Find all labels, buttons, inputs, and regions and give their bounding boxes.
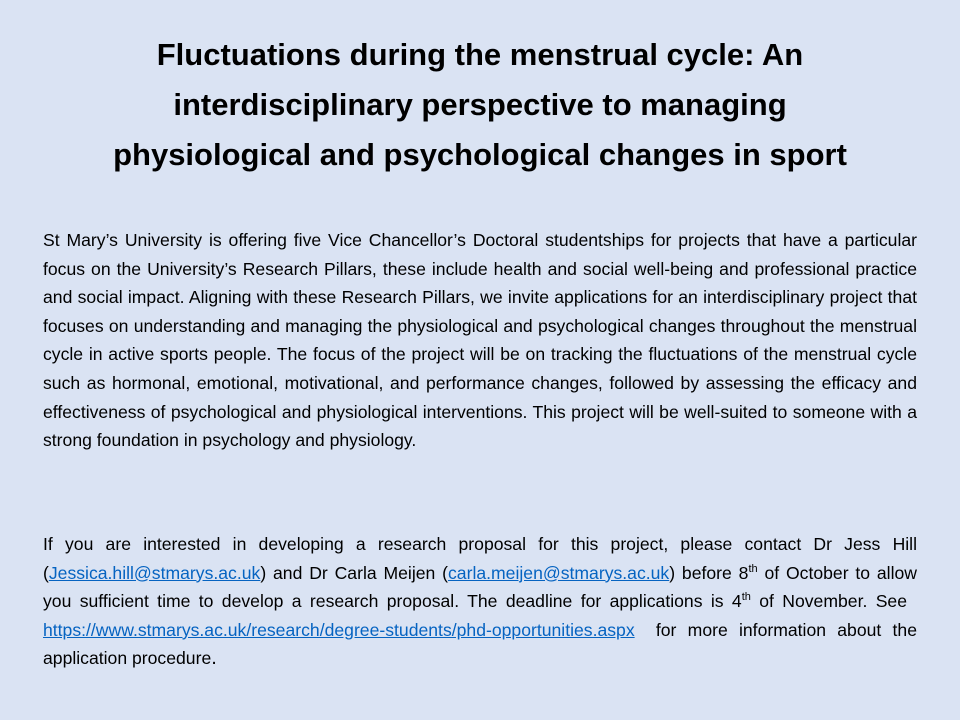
title-line-1: Fluctuations during the menstrual cycle: An: [156, 37, 804, 72]
contact-text-6: for more information about the application procedure: [43, 619, 917, 669]
email-link-jess-hill[interactable]: Jessica.hill@stmarys.ac.uk: [48, 562, 261, 583]
intro-paragraph: St Mary’s University is offering five Vice Chancellor’s Doctoral studentships for projects that have a particular focus on the University’s Research Pillars, these include health and social well-being and professional practice and social impact. Aligning with these Research Pillars, we invite applications for an interdisciplinary project that focuses on understanding and managing the physiological and psychological changes throughout the menstrual cycle in active sports people. The focus of the project will be on tracking the fluctuations of the menstrual cycle such as hormonal, emotional, motivational, and performance changes, followed by assessing the efficacy and effectiveness of psychological and physiological interventions. This project will be well-suited to someone with a strong foundation in psychology and physiology.: [43, 230, 917, 451]
ordinal-suffix-2: th: [741, 591, 751, 604]
contact-text-2: ) and Dr Carla Meijen (: [260, 562, 448, 583]
contact-text-3: ) before 8: [669, 562, 749, 583]
phd-opportunities-link[interactable]: https://www.stmarys.ac.uk/research/degree-students/phd-opportunities.aspx: [43, 619, 635, 640]
contact-text-4: of October to allow you sufficient time to develop a research proposal. The deadline for applications is 4: [43, 562, 917, 612]
email-link-carla-meijen[interactable]: carla.meijen@stmarys.ac.uk: [448, 562, 670, 583]
final-period: .: [211, 647, 217, 670]
contact-paragraph: [43, 530, 917, 673]
title-line-3: physiological and psychological changes in sport: [113, 137, 847, 172]
ordinal-suffix-1: th: [748, 562, 758, 575]
contact-text-5: of November. See: [750, 591, 908, 612]
title-line-2: interdisciplinary perspective to managing: [173, 87, 787, 122]
page-title: [60, 30, 900, 180]
contact-text-1: If you are interested in developing a research proposal for this project, please contact Dr Jess Hill (: [43, 534, 917, 583]
